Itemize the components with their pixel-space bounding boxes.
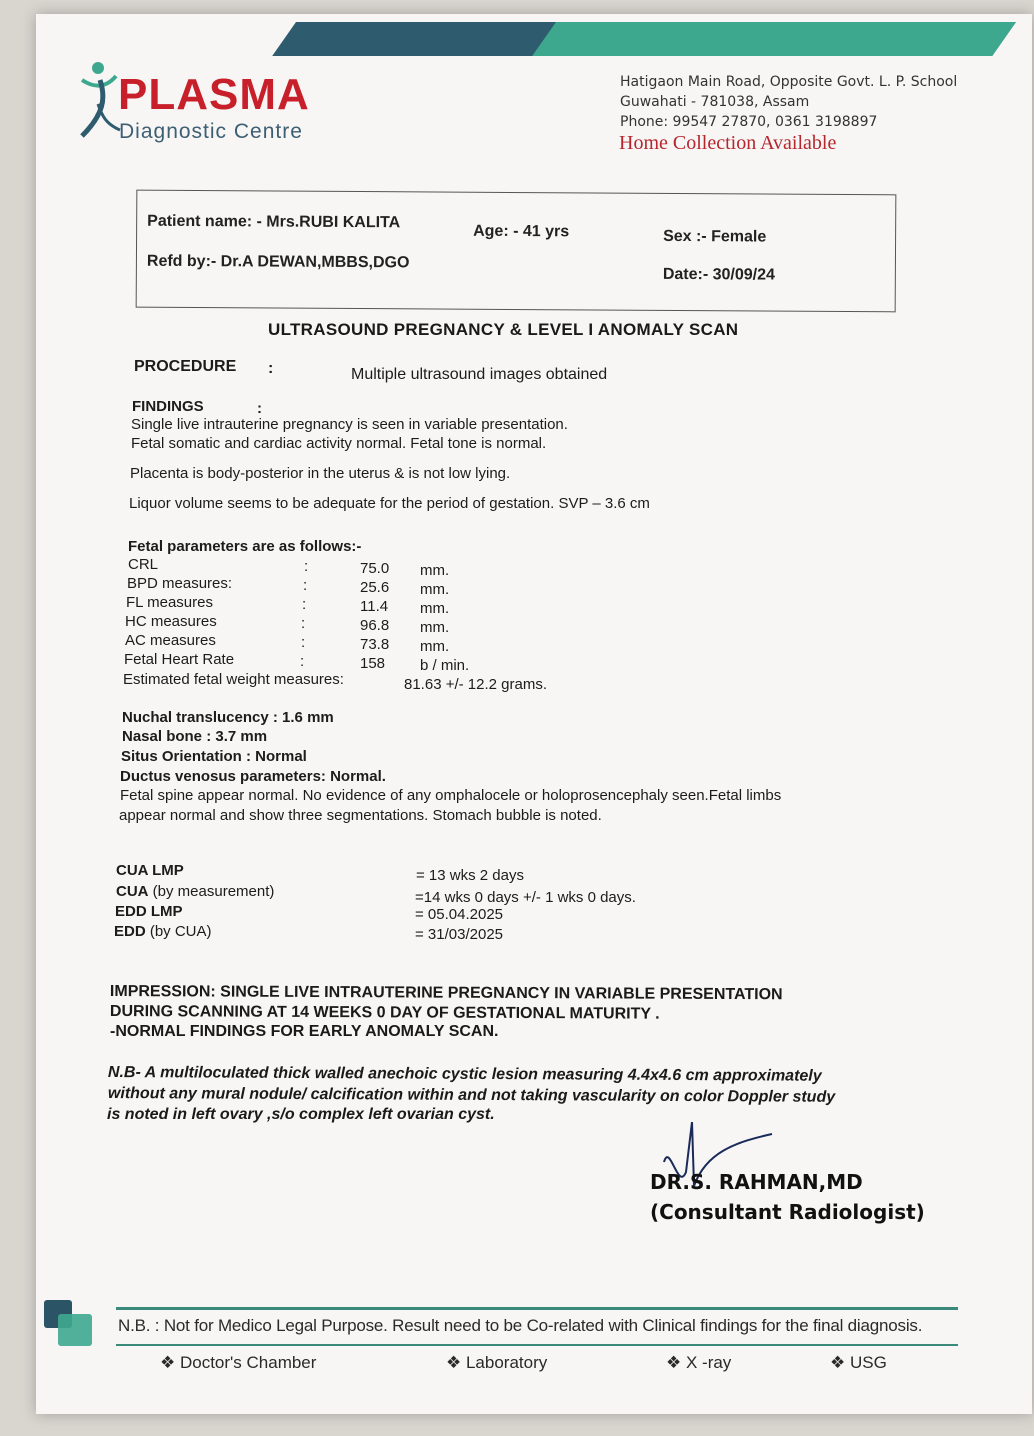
header-band-teal xyxy=(532,22,1016,56)
param-value: 96.8 xyxy=(360,617,390,634)
date-label: EDD (by CUA) xyxy=(114,923,212,940)
param-unit: mm. xyxy=(420,638,450,655)
service-item: ❖ X -ray xyxy=(666,1353,732,1372)
footer-rule xyxy=(116,1344,958,1346)
home-collection: Home Collection Available xyxy=(619,132,837,154)
nb-line: is noted in left ovary ,s/o complex left ovarian cyst. xyxy=(107,1106,495,1123)
doctor-name: DR.S. RAHMAN,MD xyxy=(650,1170,863,1194)
footer-square-teal xyxy=(58,1314,92,1346)
finding-line: Placenta is body-posterior in the uterus & is not low lying. xyxy=(130,465,511,482)
patient-age: Age: - 41 yrs xyxy=(473,222,570,241)
footer-disclaimer: N.B. : Not for Medico Legal Purpose. Result need to be Co-related with Clinical findings for the final diagnosis. xyxy=(118,1316,923,1335)
procedure-value: Multiple ultrasound images obtained xyxy=(351,366,608,383)
spine-line: appear normal and show three segmentations. Stomach bubble is noted. xyxy=(119,807,602,824)
phone-line: Phone: 99547 27870, 0361 3198897 xyxy=(620,114,878,130)
param-label: HC measures xyxy=(125,613,217,630)
brand-subtitle: Diagnostic Centre xyxy=(119,120,303,143)
footer-rule xyxy=(116,1307,958,1310)
param-unit: mm. xyxy=(420,600,450,617)
procedure-colon: : xyxy=(268,360,274,377)
param-value: 158 xyxy=(360,655,386,672)
param-sep: : xyxy=(302,596,307,613)
param-unit: mm. xyxy=(420,619,450,636)
param-sep: : xyxy=(300,653,305,670)
param-unit: mm. xyxy=(420,562,450,579)
param-unit: b / min. xyxy=(420,657,470,674)
impression-line: DURING SCANNING AT 14 WEEKS 0 DAY OF GESTATIONAL MATURITY . xyxy=(109,1003,660,1023)
param-label: AC measures xyxy=(125,632,216,649)
nasal-bone: Nasal bone : 3.7 mm xyxy=(122,728,268,745)
fetal-params-heading: Fetal parameters are as follows:- xyxy=(128,538,362,555)
report-title: ULTRASOUND PREGNANCY & LEVEL I ANOMALY SCAN xyxy=(268,320,739,339)
report-date: Date:- 30/09/24 xyxy=(662,265,775,284)
finding-line: Single live intrauterine pregnancy is seen in variable presentation. xyxy=(131,416,568,433)
date-value: =14 wks 0 days +/- 1 wks 0 days. xyxy=(415,889,636,906)
date-label: CUA (by measurement) xyxy=(116,883,275,900)
nb-line: without any mural nodule/ calcification within and not taking vascularity on color Doppler study xyxy=(107,1085,836,1106)
patient-name: Patient name: - Mrs.RUBI KALITA xyxy=(147,212,401,232)
patient-info-box xyxy=(136,190,897,313)
param-sep: : xyxy=(301,634,306,651)
param-value: 73.8 xyxy=(360,636,390,653)
efw-value: 81.63 +/- 12.2 grams. xyxy=(404,676,547,693)
procedure-label: PROCEDURE xyxy=(134,358,237,375)
plasma-logo-icon xyxy=(76,58,124,140)
doctor-title: (Consultant Radiologist) xyxy=(650,1200,925,1224)
referred-by: Refd by:- Dr.A DEWAN,MBBS,DGO xyxy=(146,252,410,272)
address-line-2: Guwahati - 781038, Assam xyxy=(620,94,810,110)
finding-line: Liquor volume seems to be adequate for the period of gestation. SVP – 3.6 cm xyxy=(129,495,650,512)
date-value: = 13 wks 2 days xyxy=(416,867,524,884)
findings-colon: : xyxy=(257,400,262,417)
param-value: 75.0 xyxy=(360,560,390,577)
nuchal-translucency: Nuchal translucency : 1.6 mm xyxy=(122,709,334,726)
nb-line: N.B- A multiloculated thick walled anechoic cystic lesion measuring 4.4x4.6 cm approximately xyxy=(107,1064,822,1085)
patient-sex: Sex :- Female xyxy=(663,227,767,246)
address-line-1: Hatigaon Main Road, Opposite Govt. L. P. School xyxy=(620,74,958,90)
service-item: ❖ USG xyxy=(830,1353,887,1372)
param-label: BPD measures: xyxy=(127,575,233,592)
spine-line: Fetal spine appear normal. No evidence of any omphalocele or holoprosencephaly seen.Fetal limbs xyxy=(120,787,782,804)
service-item: ❖ Laboratory xyxy=(446,1353,548,1372)
param-sep: : xyxy=(304,558,309,575)
param-sep: : xyxy=(301,615,306,632)
impression-line: IMPRESSION: SINGLE LIVE INTRAUTERINE PREGNANCY IN VARIABLE PRESENTATION xyxy=(109,983,783,1004)
param-sep: : xyxy=(303,577,308,594)
date-value: = 31/03/2025 xyxy=(415,926,504,943)
date-value: = 05.04.2025 xyxy=(415,906,504,923)
date-label: CUA LMP xyxy=(116,862,184,879)
findings-label: FINDINGS xyxy=(132,398,204,415)
param-label: FL measures xyxy=(126,594,213,611)
date-label: EDD LMP xyxy=(115,903,183,920)
ductus-venosus: Ductus venosus parameters: Normal. xyxy=(120,768,386,785)
situs-orientation: Situs Orientation : Normal xyxy=(121,748,307,765)
report-page xyxy=(36,14,1032,1414)
param-label: CRL xyxy=(128,556,159,573)
param-value: 25.6 xyxy=(360,579,390,596)
efw-label: Estimated fetal weight measures: xyxy=(123,671,344,688)
param-label: Fetal Heart Rate xyxy=(124,651,235,668)
finding-line: Fetal somatic and cardiac activity normal. Fetal tone is normal. xyxy=(131,435,547,452)
param-value: 11.4 xyxy=(360,598,389,615)
impression-line: -NORMAL FINDINGS FOR EARLY ANOMALY SCAN. xyxy=(110,1023,499,1040)
brand-name: PLASMA xyxy=(118,70,310,119)
service-item: ❖ Doctor's Chamber xyxy=(160,1353,317,1372)
param-unit: mm. xyxy=(420,581,450,598)
